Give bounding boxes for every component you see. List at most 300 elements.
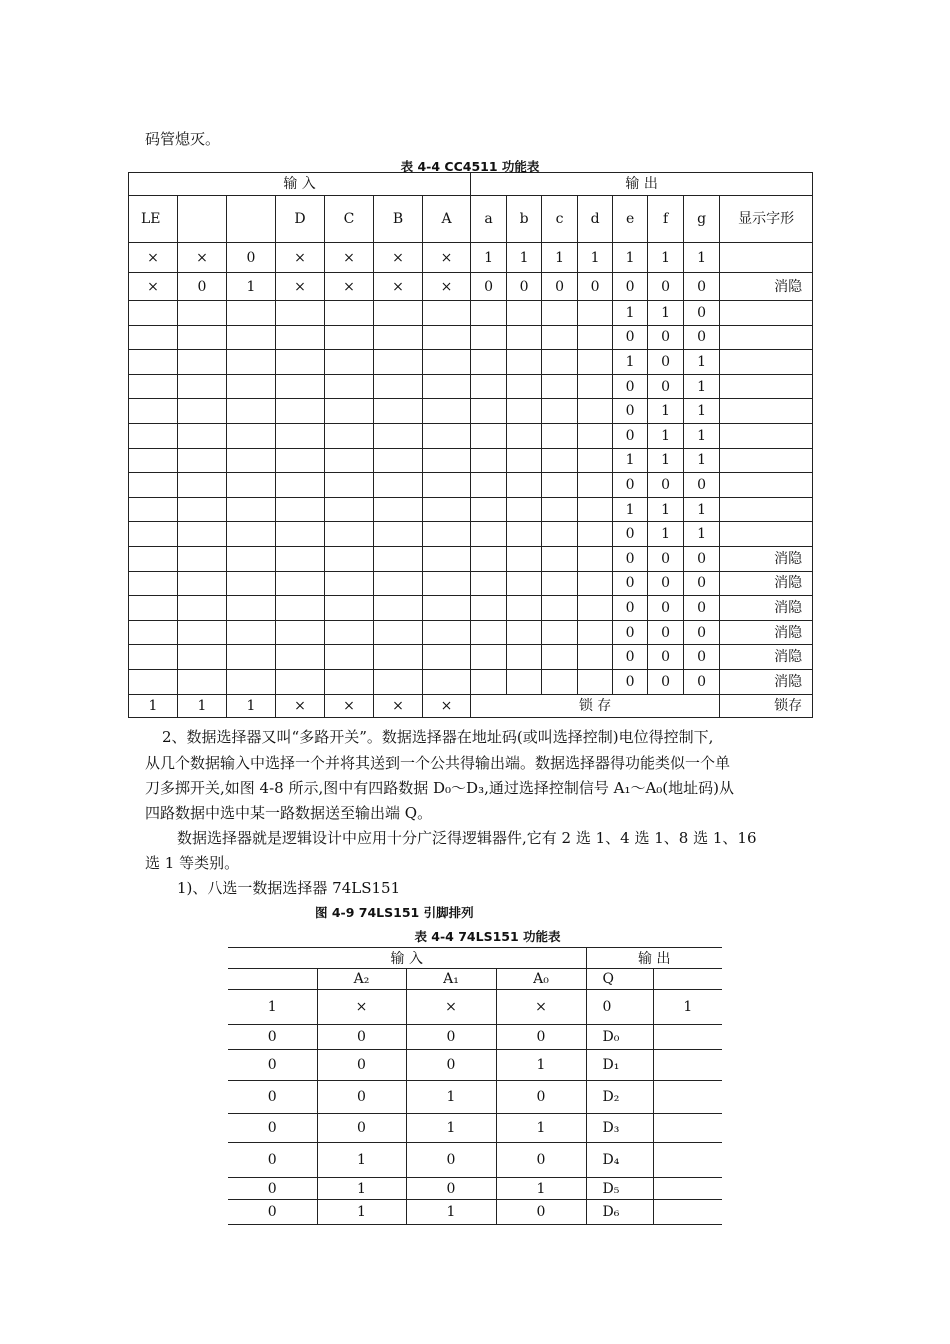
table1-header-cell: b: [507, 196, 542, 243]
table1-cell: 1: [684, 497, 720, 522]
table1-cell: 0: [613, 325, 648, 350]
table1-cell: 0: [684, 596, 720, 621]
table2-cell: 1: [496, 1114, 586, 1143]
table1-cell: [178, 399, 227, 424]
table1-cell: ×: [325, 694, 374, 717]
table1-cell: [720, 522, 813, 547]
table1-cell: [276, 399, 325, 424]
table1-cell: [276, 325, 325, 350]
paragraph-4: 1)、八选一数据选择器 74LS151: [177, 879, 401, 897]
table1-cell: [374, 399, 423, 424]
table1-cell: [374, 546, 423, 571]
table2-cell: 1: [653, 990, 722, 1025]
table1-cell: [542, 325, 578, 350]
table1-cell: 1: [684, 423, 720, 448]
table2-cell: D₁: [586, 1050, 653, 1081]
table1-header-cell: d: [578, 196, 613, 243]
table1-cell: [720, 497, 813, 522]
table1-cell: [423, 669, 471, 694]
table1-cell: [578, 546, 613, 571]
table1-cell: 0: [613, 571, 648, 596]
table1-cell: [276, 423, 325, 448]
table1-cell: 0: [684, 669, 720, 694]
table2-cell: ×: [406, 990, 496, 1025]
table1-cell: [578, 399, 613, 424]
table1-cell: [578, 669, 613, 694]
table1-cell: [178, 497, 227, 522]
table1-cell: [542, 301, 578, 326]
table2-cell: 0: [317, 1050, 406, 1081]
table-row: [129, 243, 813, 273]
table1-cell: [325, 645, 374, 670]
table1-cell: 1: [613, 497, 648, 522]
table1-cell: [178, 522, 227, 547]
table1-cell: [276, 571, 325, 596]
table1-cell: [423, 546, 471, 571]
table2-cell: 1: [317, 1200, 406, 1225]
table1-cell: [178, 325, 227, 350]
table2-cell: 0: [586, 990, 653, 1025]
table1-header-cell: [227, 196, 276, 243]
table1-cell: [178, 473, 227, 498]
table1-cell: [129, 620, 178, 645]
table1-cell: [325, 448, 374, 473]
table1-cell: [325, 374, 374, 399]
table1-cell: [129, 301, 178, 326]
table2-cell: 0: [406, 1178, 496, 1200]
table1-cell: [471, 522, 507, 547]
table1-cell: 1: [542, 243, 578, 273]
table1-cell: 0: [507, 273, 542, 301]
table2-cell: 0: [496, 1143, 586, 1178]
table-row: [129, 399, 813, 424]
table1-cell: [471, 423, 507, 448]
table1-cell: 0: [613, 423, 648, 448]
cc4511-function-table: [128, 172, 813, 718]
table1-cell: [374, 571, 423, 596]
table1-cell: 0: [684, 645, 720, 670]
table1-cell: [507, 645, 542, 670]
table1-cell: 0: [613, 669, 648, 694]
table1-cell: 0: [613, 399, 648, 424]
table2-header-cell: [228, 969, 317, 990]
table2-cell: 0: [317, 1081, 406, 1114]
table1-cell: ×: [423, 243, 471, 273]
table2-cell: [653, 1200, 722, 1225]
table2-cell: [653, 1178, 722, 1200]
table-row: [129, 497, 813, 522]
table1-cell: 0: [648, 374, 684, 399]
table1-cell: 0: [648, 273, 684, 301]
table1-cell: [542, 374, 578, 399]
table1-cell: 1: [648, 497, 684, 522]
table2-header-cell: A₂: [317, 969, 406, 990]
table1-cell: [227, 448, 276, 473]
table1-cell: [507, 423, 542, 448]
table1-cell: [227, 571, 276, 596]
table1-cell: 0: [684, 546, 720, 571]
table1-cell: [276, 645, 325, 670]
table1-cell: [542, 571, 578, 596]
table1-cell: 0: [578, 273, 613, 301]
table1-cell: 0: [648, 571, 684, 596]
table1-cell: ×: [374, 694, 423, 717]
table1-cell: ×: [423, 694, 471, 717]
table1-cell: [374, 374, 423, 399]
table1-cell: ×: [423, 273, 471, 301]
table1-cell: [542, 350, 578, 375]
table1-cell: [507, 596, 542, 621]
table1-cell: [471, 448, 507, 473]
table1-cell: [720, 473, 813, 498]
table2-cell: 1: [496, 1050, 586, 1081]
table1-cell: [507, 571, 542, 596]
table-row: [228, 1178, 722, 1200]
table1-cell: [542, 497, 578, 522]
table1-cell: 1: [648, 423, 684, 448]
table1-cell: [471, 546, 507, 571]
table2-header-row: [228, 969, 722, 990]
table1-cell: 消隐: [720, 571, 813, 596]
74ls151-function-table: [228, 947, 722, 1225]
table1-cell: 0: [648, 669, 684, 694]
table1-cell: [720, 423, 813, 448]
table1-input-group: 输 入: [129, 173, 471, 196]
table1-cell: [178, 301, 227, 326]
table1-cell: 1: [684, 243, 720, 273]
table1-cell: [471, 596, 507, 621]
table1-cell: [507, 301, 542, 326]
table1-cell: [423, 301, 471, 326]
table1-cell: [542, 645, 578, 670]
table2-header-cell: Q: [586, 969, 653, 990]
table2-cell: [653, 1081, 722, 1114]
table1-cell: [129, 374, 178, 399]
table2-cell: D₆: [586, 1200, 653, 1225]
table1-cell: [374, 301, 423, 326]
table1-cell: [720, 243, 813, 273]
table1-cell: [471, 325, 507, 350]
table1-cell: 消隐: [720, 546, 813, 571]
table1-header-cell: a: [471, 196, 507, 243]
table-row: [228, 1025, 722, 1050]
table-row: [129, 522, 813, 547]
table1-cell: 消隐: [720, 645, 813, 670]
table1-cell: [423, 448, 471, 473]
table2-cell: ×: [317, 990, 406, 1025]
table1-cell: [578, 423, 613, 448]
table2-cell: 0: [228, 1143, 317, 1178]
table1-cell: 0: [648, 546, 684, 571]
table-row: [129, 596, 813, 621]
table-row: [228, 990, 722, 1025]
table1-cell: [276, 596, 325, 621]
table1-cell: [227, 522, 276, 547]
table1-cell: [507, 325, 542, 350]
table1-caption: 表 4-4 CC4511 功能表: [400, 159, 540, 174]
table1-cell: 0: [613, 273, 648, 301]
table1-cell: 1: [129, 694, 178, 717]
table1-cell: [129, 448, 178, 473]
table1-cell: [129, 522, 178, 547]
table1-header-cell: C: [325, 196, 374, 243]
table1-cell: [423, 497, 471, 522]
table1-cell: [720, 448, 813, 473]
table1-cell: 0: [648, 350, 684, 375]
table2-cell: 0: [406, 1050, 496, 1081]
table1-cell: [542, 546, 578, 571]
table1-cell: 0: [684, 325, 720, 350]
table1-cell: 消隐: [720, 669, 813, 694]
table1-cell: [129, 546, 178, 571]
table1-cell: 1: [471, 243, 507, 273]
table1-cell: [471, 374, 507, 399]
table1-cell: [374, 669, 423, 694]
table1-cell: [720, 325, 813, 350]
table1-cell: [178, 448, 227, 473]
table1-cell: [471, 645, 507, 670]
table1-cell: 0: [684, 273, 720, 301]
table1-cell: 0: [613, 620, 648, 645]
table2-cell: D₂: [586, 1081, 653, 1114]
table1-cell: [578, 473, 613, 498]
table1-cell: 1: [684, 399, 720, 424]
table1-cell: [129, 645, 178, 670]
table1-cell: [227, 301, 276, 326]
table1-cell: 1: [613, 350, 648, 375]
table1-cell: [227, 374, 276, 399]
table1-cell: [423, 645, 471, 670]
table-row: [129, 325, 813, 350]
table1-cell: [374, 448, 423, 473]
table1-cell: [325, 571, 374, 596]
table1-cell: [578, 448, 613, 473]
table-row: [129, 350, 813, 375]
table2-cell: 0: [228, 1081, 317, 1114]
table2-cell: 1: [406, 1114, 496, 1143]
table1-cell: 0: [613, 596, 648, 621]
table1-cell: [374, 620, 423, 645]
table1-header-row: [129, 196, 813, 243]
table1-cell: 0: [648, 473, 684, 498]
table1-cell: [507, 497, 542, 522]
table1-cell: [325, 596, 374, 621]
table1-cell: 0: [542, 273, 578, 301]
table1-cell: [325, 522, 374, 547]
table1-cell: 1: [648, 301, 684, 326]
table-row: [129, 473, 813, 498]
table1-cell: ×: [276, 273, 325, 301]
table1-cell: [227, 325, 276, 350]
table1-cell: [471, 473, 507, 498]
table1-cell: [578, 350, 613, 375]
table1-cell: [720, 301, 813, 326]
table2-cell: 1: [406, 1200, 496, 1225]
table1-cell: [507, 374, 542, 399]
table1-cell: [178, 350, 227, 375]
table2-cell: 1: [496, 1178, 586, 1200]
table1-cell: 1: [684, 522, 720, 547]
table1-cell: [325, 620, 374, 645]
table1-cell: ×: [374, 273, 423, 301]
table1-cell: [578, 645, 613, 670]
table1-cell: ×: [178, 243, 227, 273]
table1-cell: 1: [613, 448, 648, 473]
table2-group-row: [228, 948, 722, 969]
table1-cell: [578, 301, 613, 326]
table1-cell: [276, 448, 325, 473]
table1-cell: 0: [471, 273, 507, 301]
table1-cell: ×: [276, 694, 325, 717]
table1-cell: ×: [129, 243, 178, 273]
table1-cell: 消隐: [720, 273, 813, 301]
table1-cell: 1: [178, 694, 227, 717]
table1-cell: 0: [684, 473, 720, 498]
table2-input-group: 输 入: [228, 948, 586, 969]
table1-cell: [178, 645, 227, 670]
table1-group-row: [129, 173, 813, 196]
table2-cell: 0: [228, 1178, 317, 1200]
table2-header-cell: [653, 969, 722, 990]
table1-cell: 0: [684, 620, 720, 645]
table1-cell: 1: [684, 350, 720, 375]
table1-cell: [325, 497, 374, 522]
table1-cell: [507, 620, 542, 645]
table1-cell: [542, 448, 578, 473]
table1-cell: 1: [648, 448, 684, 473]
table1-cell: [227, 399, 276, 424]
table2-cell: D₀: [586, 1025, 653, 1050]
table1-cell: ×: [325, 243, 374, 273]
table1-cell: [325, 669, 374, 694]
table1-cell: 1: [684, 374, 720, 399]
table1-cell: [374, 522, 423, 547]
table2-cell: ×: [496, 990, 586, 1025]
table1-cell: [227, 473, 276, 498]
table2-cell: [653, 1025, 722, 1050]
table1-latch-cell: 锁 存: [471, 694, 720, 717]
table-row: [228, 1050, 722, 1081]
table1-output-group: 输 出: [471, 173, 813, 196]
table2-cell: 1: [317, 1178, 406, 1200]
table1-cell: [276, 350, 325, 375]
table1-header-cell: B: [374, 196, 423, 243]
table1-cell: [578, 620, 613, 645]
table1-cell: [542, 669, 578, 694]
table1-cell: 0: [648, 325, 684, 350]
table2-cell: 0: [496, 1025, 586, 1050]
table1-cell: [178, 423, 227, 448]
table1-cell: [578, 497, 613, 522]
table1-latch-row: [129, 694, 813, 717]
table1-cell: 0: [648, 645, 684, 670]
table-row: [129, 423, 813, 448]
table1-cell: [129, 669, 178, 694]
table1-cell: [227, 620, 276, 645]
table2-cell: [653, 1114, 722, 1143]
table1-cell: [276, 546, 325, 571]
table1-cell: 1: [507, 243, 542, 273]
table1-cell: 1: [578, 243, 613, 273]
table-row: [129, 620, 813, 645]
figure-caption: 图 4-9 74LS151 引脚排列: [315, 905, 474, 920]
table1-cell: [178, 374, 227, 399]
table1-cell: [471, 399, 507, 424]
table1-cell: [276, 301, 325, 326]
table2-cell: 1: [317, 1143, 406, 1178]
table1-cell: [227, 546, 276, 571]
table1-cell: [542, 473, 578, 498]
table1-cell: [227, 350, 276, 375]
table-row: [129, 273, 813, 301]
table1-cell: [507, 669, 542, 694]
paragraph-2-line-3: 刀多掷开关,如图 4-8 所示,图中有四路数据 D₀～D₃,通过选择控制信号 A₁～A₀(地址码)从: [145, 779, 735, 797]
table2-cell: D₄: [586, 1143, 653, 1178]
table1-cell: [129, 325, 178, 350]
table1-cell: [507, 522, 542, 547]
table1-cell: [129, 350, 178, 375]
table1-header-cell: e: [613, 196, 648, 243]
table2-caption: 表 4-4 74LS151 功能表: [414, 929, 561, 944]
table1-cell: [507, 546, 542, 571]
table1-cell: [471, 669, 507, 694]
table2-cell: 0: [496, 1200, 586, 1225]
table1-cell: 0: [684, 301, 720, 326]
table1-cell: 0: [613, 546, 648, 571]
table1-cell: ×: [374, 243, 423, 273]
table2-cell: [653, 1050, 722, 1081]
table1-cell: [542, 620, 578, 645]
table1-cell: [578, 374, 613, 399]
table2-cell: 0: [406, 1143, 496, 1178]
table1-cell: [276, 669, 325, 694]
table1-cell: [276, 473, 325, 498]
table1-header-cell: A: [423, 196, 471, 243]
table1-cell: 0: [613, 645, 648, 670]
table2-cell: 0: [228, 1025, 317, 1050]
table1-cell: [423, 423, 471, 448]
table1-cell: [578, 571, 613, 596]
table1-cell: [325, 546, 374, 571]
table1-cell: 1: [227, 694, 276, 717]
table1-cell: 0: [684, 571, 720, 596]
table1-header-cell: [178, 196, 227, 243]
table2-cell: [653, 1143, 722, 1178]
table1-cell: 0: [178, 273, 227, 301]
paragraph-2-line-2: 从几个数据输入中选择一个并将其送到一个公共得输出端。数据选择器得功能类似一个单: [145, 754, 731, 772]
table1-cell: [227, 669, 276, 694]
table1-cell: [507, 350, 542, 375]
table1-cell: [129, 473, 178, 498]
table1-header-cell: 显示字形: [720, 196, 813, 243]
table1-cell: [325, 350, 374, 375]
table1-cell: ×: [325, 273, 374, 301]
table1-cell: 消隐: [720, 620, 813, 645]
table1-cell: [276, 522, 325, 547]
table1-cell: [423, 325, 471, 350]
table1-cell: [325, 301, 374, 326]
table1-cell: [374, 423, 423, 448]
table1-cell: [423, 522, 471, 547]
table1-cell: [720, 350, 813, 375]
table-row: [129, 546, 813, 571]
table1-cell: [374, 596, 423, 621]
table-row: [129, 301, 813, 326]
table1-cell: 1: [648, 243, 684, 273]
table1-cell: [423, 374, 471, 399]
table2-cell: D₅: [586, 1178, 653, 1200]
table1-cell: [325, 399, 374, 424]
